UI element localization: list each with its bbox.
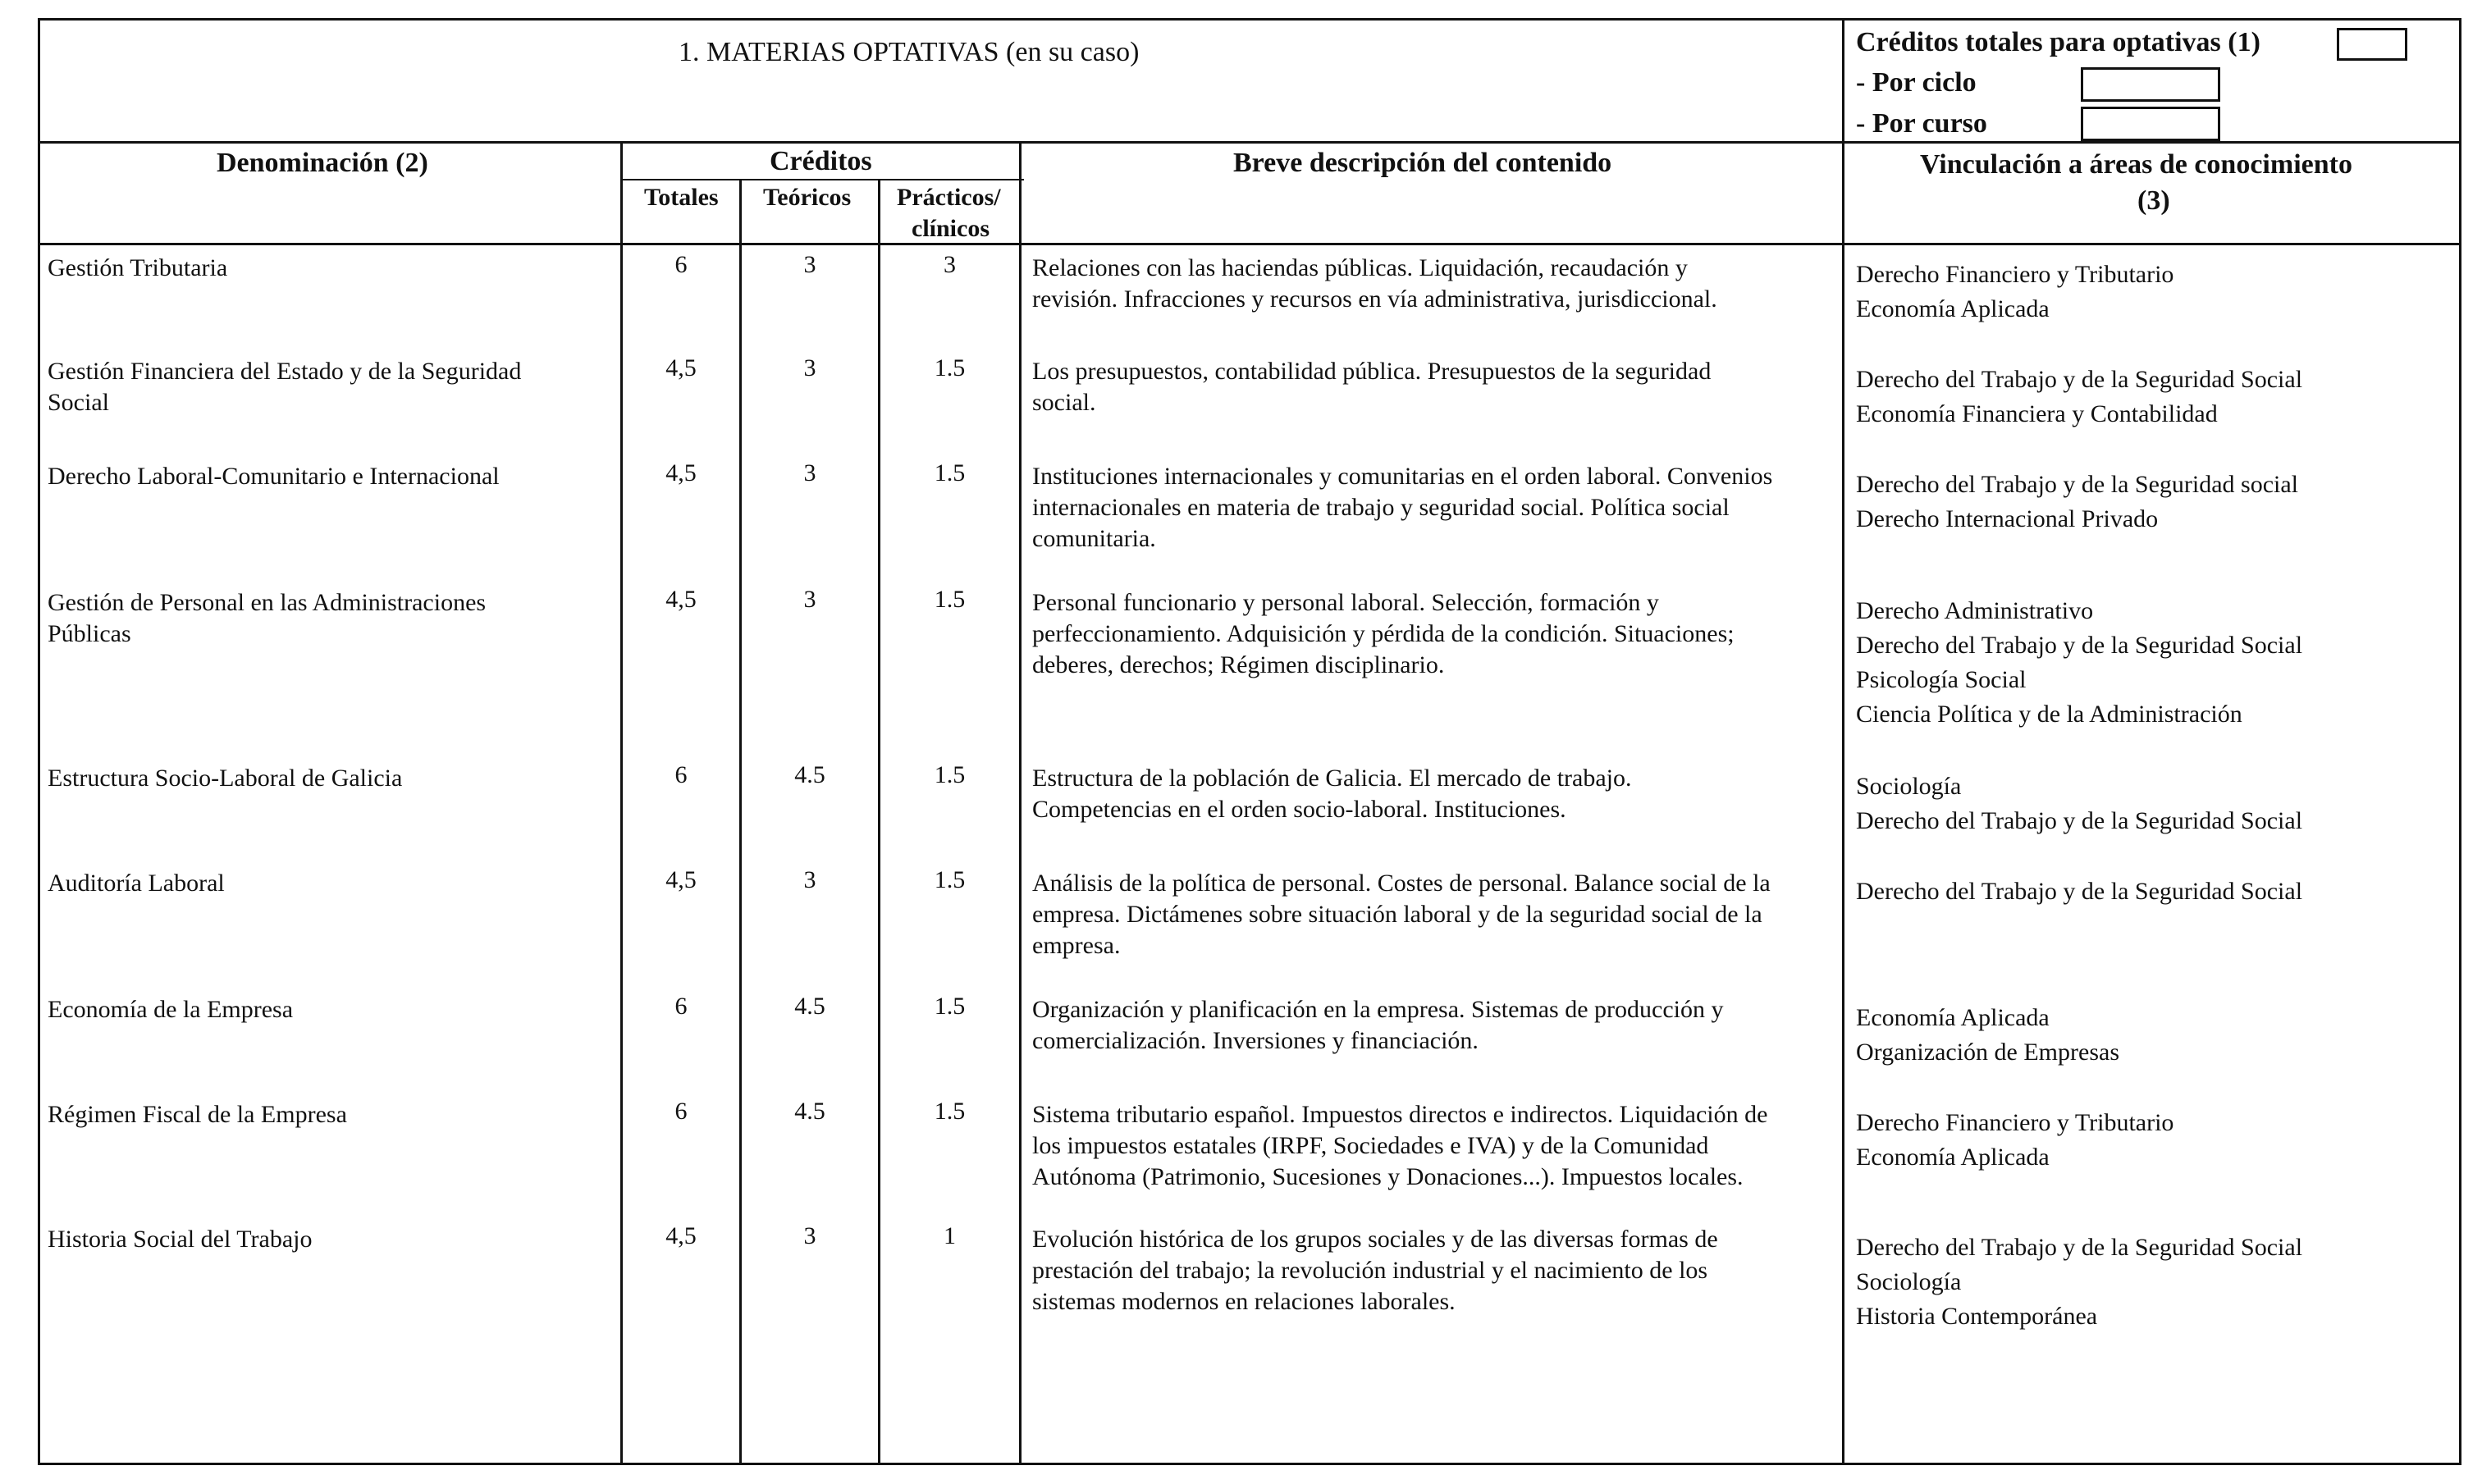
subject-description [1032, 356, 1711, 418]
totales-header: Totales [644, 184, 719, 211]
credits-practicos-value: 3 [944, 251, 956, 278]
credits-teoricos-value: 4.5 [794, 761, 825, 788]
subject-name-line: Gestión de Personal en las Administraciones [48, 589, 487, 616]
creditos-divider-rule [622, 179, 1024, 180]
subject-name-line: Estructura Socio-Laboral de Galicia [48, 765, 403, 792]
title-right-rule [1842, 18, 1844, 1465]
knowledge-area-item: Psicología Social [1856, 666, 2027, 693]
description-line: empresa. [1032, 932, 1121, 959]
credits-teoricos-value: 4.5 [794, 993, 825, 1020]
knowledge-area-item: Derecho Administrativo [1856, 597, 2094, 624]
subject-name [48, 587, 486, 650]
credits-totales-value: 4,5 [665, 1222, 697, 1249]
subject-name-line: Historia Social del Trabajo [48, 1226, 313, 1253]
credits-totales-value: 6 [674, 993, 688, 1020]
description-line: los impuestos estatales (IRPF, Sociedades e IVA) y de la Comunidad [1032, 1132, 1709, 1159]
credits-teoricos-value: 3 [803, 586, 816, 613]
knowledge-areas [1856, 468, 2298, 537]
subject-description [1032, 763, 1632, 825]
subject-name [48, 763, 402, 794]
description-line: prestación del trabajo; la revolución industrial y el nacimiento de los [1032, 1257, 1708, 1284]
credits-totales-value: 4,5 [665, 866, 697, 893]
subject-description [1032, 461, 1772, 555]
knowledge-area-item: Derecho del Trabajo y de la Seguridad social [1856, 471, 2299, 498]
credits-practicos-value: 1.5 [934, 459, 966, 486]
document-title: 1. MATERIAS OPTATIVAS (en su caso) [679, 37, 1140, 67]
teoricos-header: Teóricos [763, 184, 852, 211]
subject-name-line: Gestión Tributaria [48, 254, 228, 281]
credits-teoricos-value: 4.5 [794, 1098, 825, 1125]
subject-description [1032, 253, 1717, 315]
knowledge-areas [1856, 594, 2302, 732]
knowledge-area-item: Derecho Financiero y Tributario [1856, 1109, 2174, 1136]
credits-teoricos-value: 3 [803, 459, 816, 486]
credits-teoricos-value: 3 [803, 251, 816, 278]
description-line: Relaciones con las haciendas públicas. Liquidación, recaudación y [1032, 254, 1688, 281]
subject-description [1032, 1099, 1767, 1193]
subject-description [1032, 994, 1724, 1057]
knowledge-area-item: Derecho del Trabajo y de la Seguridad Social [1856, 366, 2303, 393]
knowledge-areas [1856, 1106, 2173, 1175]
credits-practicos-value: 1.5 [934, 993, 966, 1020]
knowledge-areas [1856, 258, 2173, 326]
credits-teoricos-value: 3 [803, 1222, 816, 1249]
description-line: Los presupuestos, contabilidad pública. Presupuestos de la seguridad [1032, 358, 1712, 385]
subject-name-line: Derecho Laboral-Comunitario e Internacional [48, 463, 500, 490]
descripcion-header: Breve descripción del contenido [1233, 148, 1612, 178]
subject-name [48, 253, 227, 284]
credits-practicos-value: 1.5 [934, 761, 966, 788]
credits-practicos-value: 1.5 [934, 866, 966, 893]
description-line: Sistema tributario español. Impuestos directos e indirectos. Liquidación de [1032, 1101, 1768, 1128]
description-line: empresa. Dictámenes sobre situación laboral y de la seguridad social de la [1032, 901, 1762, 928]
credits-practicos-value: 1.5 [934, 354, 966, 381]
knowledge-area-item: Organización de Empresas [1856, 1039, 2119, 1066]
knowledge-area-item: Economía Aplicada [1856, 295, 2050, 322]
credits-total-box[interactable] [2337, 28, 2407, 61]
denominacion-right-rule [620, 141, 623, 1465]
credits-totales-value: 6 [674, 1098, 688, 1125]
knowledge-areas [1856, 1231, 2302, 1334]
description-line: Autónoma (Patrimonio, Sucesiones y Donaciones...). Impuestos locales. [1032, 1163, 1744, 1190]
description-line: comercialización. Inversiones y financiación. [1032, 1027, 1479, 1054]
practicos-right-rule [1019, 141, 1022, 1465]
subject-name-line: Economía de la Empresa [48, 996, 294, 1023]
practicos-header-line2: clínicos [912, 215, 990, 242]
knowledge-area-item: Derecho Internacional Privado [1856, 505, 2159, 532]
subject-name [48, 461, 500, 492]
credits-totales-value: 6 [674, 251, 688, 278]
knowledge-area-item: Economía Aplicada [1856, 1144, 2050, 1171]
credits-teoricos-value: 3 [803, 866, 816, 893]
knowledge-area-item: Derecho Financiero y Tributario [1856, 261, 2174, 288]
credits-total-label: Créditos totales para optativas (1) [1856, 27, 2260, 57]
subject-name-line: Social [48, 389, 109, 416]
por-curso-label: - Por curso [1856, 108, 1987, 139]
knowledge-area-item: Sociología [1856, 1268, 1962, 1295]
description-line: Análisis de la política de personal. Costes de personal. Balance social de la [1032, 870, 1771, 897]
subject-description [1032, 1224, 1718, 1317]
subject-name-line: Régimen Fiscal de la Empresa [48, 1101, 347, 1128]
credits-totales-value: 4,5 [665, 586, 697, 613]
knowledge-areas [1856, 363, 2302, 432]
description-line: deberes, derechos; Régimen disciplinario. [1032, 651, 1445, 678]
credits-teoricos-value: 3 [803, 354, 816, 381]
description-line: Competencias en el orden socio-laboral. Instituciones. [1032, 796, 1566, 823]
denominacion-header: Denominación (2) [217, 148, 428, 178]
credits-practicos-value: 1 [944, 1222, 956, 1249]
knowledge-area-item: Sociología [1856, 773, 1962, 800]
column-header-bottom-rule [38, 243, 2461, 245]
description-line: sistemas modernos en relaciones laborales. [1032, 1288, 1456, 1315]
vinculacion-header-line1: Vinculación a áreas de conocimiento [1920, 149, 2352, 180]
description-line: Organización y planificación en la empresa. Sistemas de producción y [1032, 996, 1724, 1023]
knowledge-areas [1856, 769, 2302, 838]
knowledge-area-item: Economía Financiera y Contabilidad [1856, 400, 2218, 427]
description-line: internacionales en materia de trabajo y seguridad social. Política social [1032, 494, 1730, 521]
credits-totales-value: 6 [674, 761, 688, 788]
description-line: comunitaria. [1032, 525, 1156, 552]
subject-name-line: Públicas [48, 620, 131, 647]
subject-name-line: Auditoría Laboral [48, 870, 225, 897]
vinculacion-header-line2: (3) [2137, 185, 2170, 216]
knowledge-areas [1856, 874, 2302, 909]
knowledge-area-item: Economía Aplicada [1856, 1004, 2050, 1031]
credits-practicos-value: 1.5 [934, 1098, 966, 1125]
description-line: revisión. Infracciones y recursos en vía administrativa, jurisdiccional. [1032, 285, 1717, 313]
description-line: Estructura de la población de Galicia. El mercado de trabajo. [1032, 765, 1632, 792]
knowledge-areas [1856, 1001, 2119, 1070]
subject-name [48, 1224, 312, 1255]
subject-name [48, 868, 225, 899]
description-line: Personal funcionario y personal laboral. Selección, formación y [1032, 589, 1659, 616]
por-ciclo-box[interactable] [2081, 67, 2220, 102]
knowledge-area-item: Historia Contemporánea [1856, 1303, 2098, 1330]
por-curso-box[interactable] [2081, 107, 2220, 141]
knowledge-area-item: Derecho del Trabajo y de la Seguridad Social [1856, 632, 2303, 659]
knowledge-area-item: Derecho del Trabajo y de la Seguridad Social [1856, 1234, 2303, 1261]
knowledge-area-item: Derecho del Trabajo y de la Seguridad Social [1856, 878, 2303, 905]
subject-name [48, 1099, 347, 1130]
header-bottom-rule [38, 141, 2461, 144]
credits-totales-value: 4,5 [665, 459, 697, 486]
description-line: perfeccionamiento. Adquisición y pérdida de la condición. Situaciones; [1032, 620, 1735, 647]
por-ciclo-label: - Por ciclo [1856, 67, 1977, 98]
subject-description [1032, 868, 1771, 961]
subject-description [1032, 587, 1735, 681]
creditos-header: Créditos [770, 146, 872, 176]
practicos-header-line1: Prácticos/ [897, 184, 1001, 211]
credits-practicos-value: 1.5 [934, 586, 966, 613]
knowledge-area-item: Ciencia Política y de la Administración [1856, 701, 2242, 728]
subject-name-line: Gestión Financiera del Estado y de la Seguridad [48, 358, 522, 385]
description-line: social. [1032, 389, 1096, 416]
credits-totales-value: 4,5 [665, 354, 697, 381]
subject-name [48, 994, 293, 1025]
description-line: Instituciones internacionales y comunitarias en el orden laboral. Convenios [1032, 463, 1773, 490]
description-line: Evolución histórica de los grupos sociales y de las diversas formas de [1032, 1226, 1718, 1253]
subject-name [48, 356, 521, 418]
knowledge-area-item: Derecho del Trabajo y de la Seguridad Social [1856, 807, 2303, 834]
